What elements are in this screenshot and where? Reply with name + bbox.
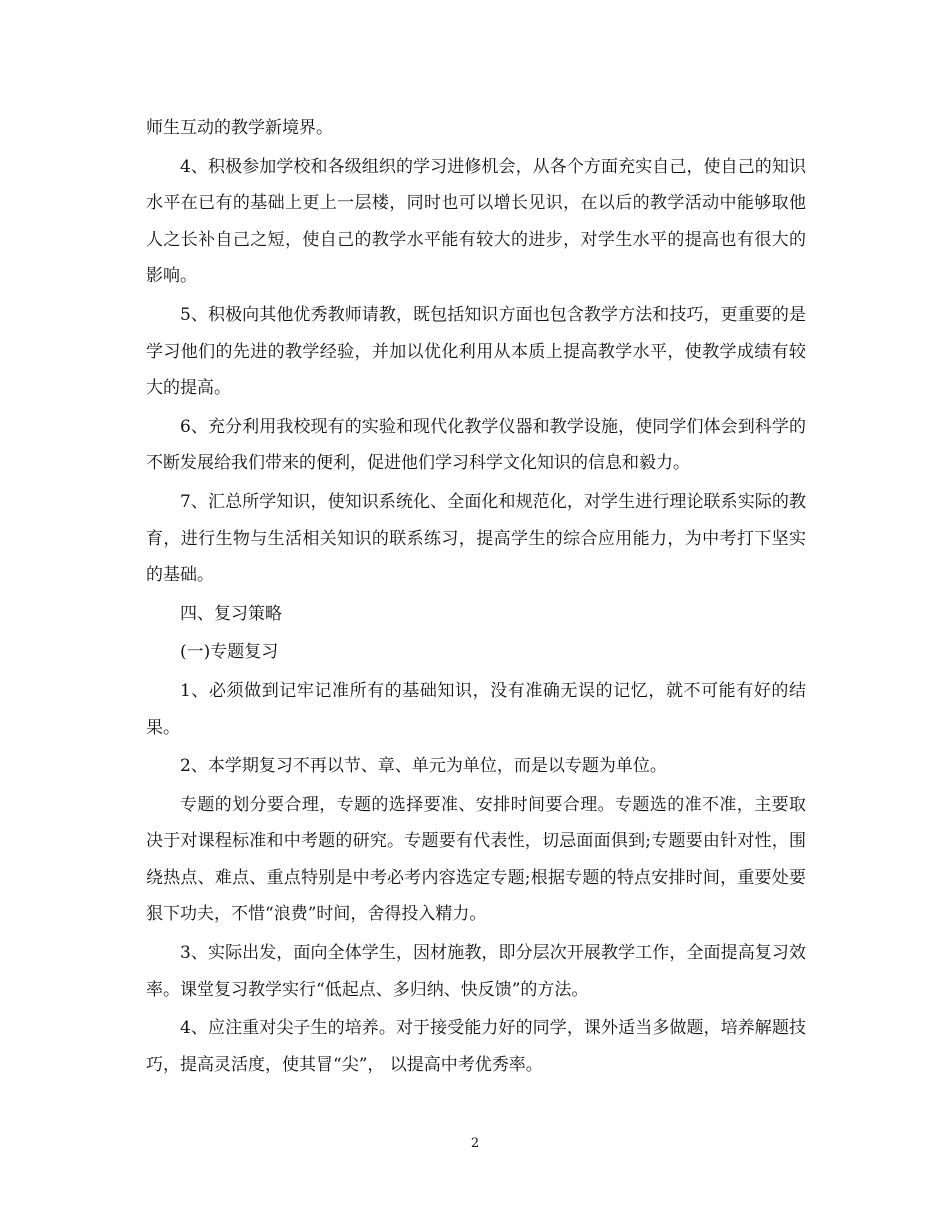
paragraph-item-4-study: 4、积极参加学校和各级组织的学习进修机会，从各个方面充实自己，使自己的知识水平在已有的基础上更上一层楼，同时也可以增长见识，在以后的教学活动中能够取他人之长补自己之短，使自己的教学水平能有较大的进步，对学生水平的提高也有很大的影响。 <box>146 156 806 287</box>
paragraph-continuation: 师生互动的教学新境界。 <box>146 118 333 138</box>
subsection-heading-topic-review: (一)专题复习 <box>180 642 279 663</box>
paragraph-strategy-3: 3、实际出发，面向全体学生，因材施教，即分层次开展教学工作，全面提高复习效率。课堂复习教学实行“低起点、多归纳、快反馈”的方法。 <box>146 943 806 1000</box>
paragraph-item-6-facilities: 6、充分利用我校现有的实验和现代化教学仪器和教学设施，使同学们体会到科学的不断发展给我们带来的便利，促进他们学习科学文化知识的信息和毅力。 <box>146 416 806 474</box>
paragraph-strategy-1: 1、必须做到记牢记准所有的基础知识，没有准确无误的记忆，就不可能有好的结果。 <box>146 680 806 738</box>
paragraph-strategy-4: 4、应注重对尖子生的培养。对于接受能力好的同学，课外适当多做题，培养解题技巧，提高灵活度，使其冒“尖”， 以提高中考优秀率。 <box>146 1018 806 1075</box>
paragraph-strategy-2: 2、本学期复习不再以节、章、单元为单位，而是以专题为单位。 <box>180 756 667 777</box>
paragraph-item-7-summary: 7、汇总所学知识，使知识系统化、全面化和规范化，对学生进行理论联系实际的教育，进行生物与生活相关知识的联系练习，提高学生的综合应用能力，为中考打下坚实的基础。 <box>146 491 806 586</box>
document-body <box>146 110 806 1085</box>
paragraph-item-5-consult: 5、积极向其他优秀教师请教，既包括知识方面也包含教学方法和技巧，更重要的是学习他们的先进的教学经验，并加以优化利用从本质上提高教学水平，使教学成绩有较大的提高。 <box>146 304 806 399</box>
page-number: 2 <box>470 1136 480 1151</box>
paragraph-topic-division: 专题的划分要合理，专题的选择要准、安排时间要合理。专题选的准不准，主要取决于对课程标准和中考题的研究。专题要有代表性，切忌面面俱到;专题要由针对性，围绕热点、难点、重点特别是中考必考内容选定专题;根据专题的特点安排时间，重要处要狠下功夫，不惜“浪费”时间，舍得投入精力。 <box>146 794 806 925</box>
section-heading-review-strategy: 四、复习策略 <box>180 603 282 624</box>
